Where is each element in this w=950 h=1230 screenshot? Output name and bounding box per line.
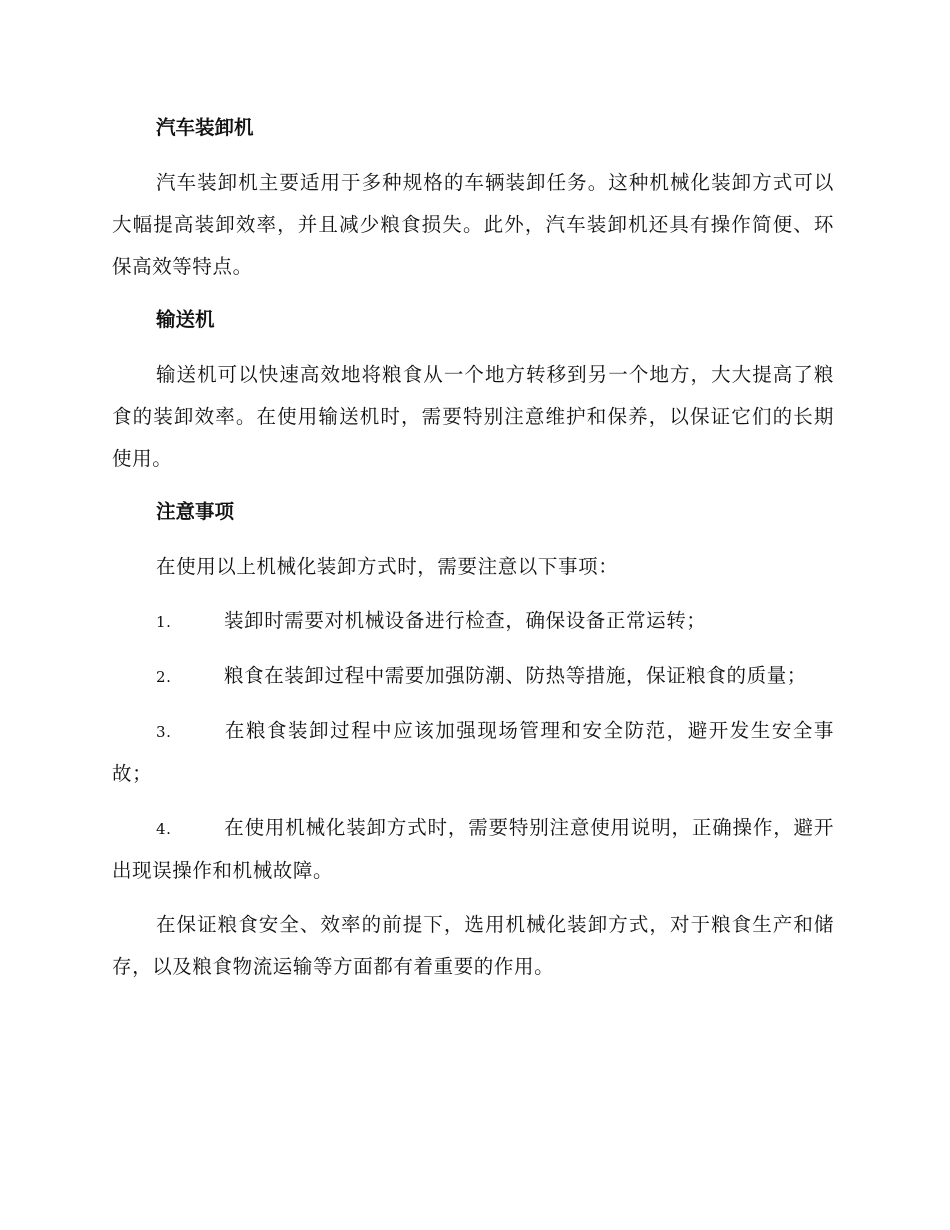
list-item-number: 2.	[156, 668, 172, 686]
list-item	[112, 655, 834, 698]
section-heading-notes: 注意事项	[156, 500, 235, 523]
list-item	[112, 807, 834, 892]
list-item-text: 在使用机械化装卸方式时，需要特别注意使用说明，正确操作，避开出现误操作和机械故障。	[112, 816, 834, 882]
section-paragraph-notes-intro: 在使用以上机械化装卸方式时，需要注意以下事项：	[156, 555, 619, 578]
section-heading-conveyor: 输送机	[156, 308, 215, 331]
list-item-number: 4.	[156, 820, 172, 838]
list-item	[112, 600, 834, 643]
section-paragraph-truck-loader: 汽车装卸机主要适用于多种规格的车辆装卸任务。这种机械化装卸方式可以大幅提高装卸效率，并且减少粮食损失。此外，汽车装卸机还具有操作简便、环保高效等特点。	[112, 171, 834, 278]
list-item-text: 粮食在装卸过程中需要加强防潮、防热等措施，保证粮食的质量；	[224, 664, 807, 687]
document-page	[112, 108, 834, 988]
section-heading-truck-loader: 汽车装卸机	[156, 116, 254, 139]
list-item-text: 在粮食装卸过程中应该加强现场管理和安全防范，避开发生安全事故；	[112, 719, 834, 785]
list-item	[112, 710, 834, 795]
section-paragraph-conveyor: 输送机可以快速高效地将粮食从一个地方转移到另一个地方，大大提高了粮食的装卸效率。在使用输送机时，需要特别注意维护和保养，以保证它们的长期使用。	[112, 363, 834, 470]
list-item-number: 1.	[156, 613, 172, 631]
list-item-number: 3.	[156, 723, 172, 741]
list-item-text: 装卸时需要对机械设备进行检查，确保设备正常运转；	[224, 609, 707, 632]
conclusion-paragraph: 在保证粮食安全、效率的前提下，选用机械化装卸方式，对于粮食生产和储存，以及粮食物流运输等方面都有着重要的作用。	[112, 913, 834, 978]
